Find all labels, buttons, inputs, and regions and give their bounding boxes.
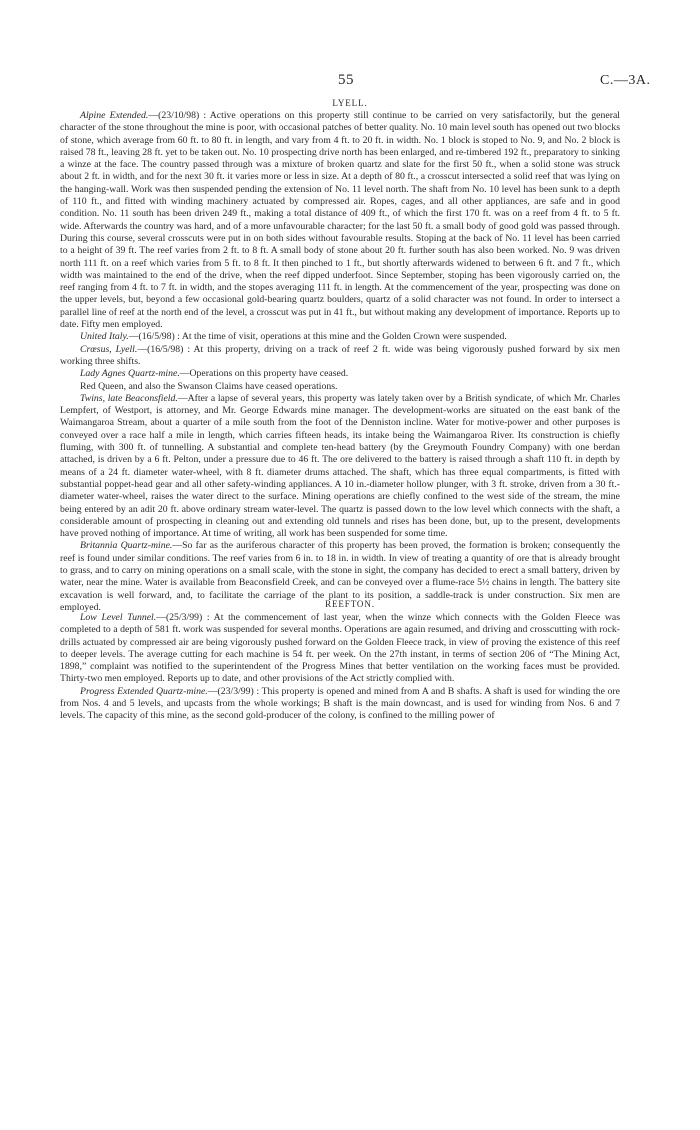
paragraph-title: Lady Agnes Quartz-mine. — [80, 368, 180, 380]
paragraph-lady-agnes — [60, 368, 620, 380]
paragraph-title: Low Level Tunnel. — [80, 612, 157, 623]
paragraph-text: —(23/10/98) : Active operations on this property still continue to be carried on very satisfactorily, but the general character of the stone throughout the mine is poor, with occasional patches of better quality. No. 10 main level south has opened out two blocks of stone, which average from 60 ft. to 80 ft. in length, and vary from 4 ft. to 20 ft. in width. No. 1 block is stoped to No. 9, and No. 2 block is raised 78 ft., leaving 28 ft. yet to be taken out. No. 10 prospecting drive north has been enlarged, and re-timbered 192 ft., preparatory to sinking a winze at the face. The country passed through was a mixture of broken quartz and slate for the first 50 ft., when a solid stone was struck about 2 ft. in width, and for the next 30 ft. it varies more or less in size. At a depth of 80 ft., a crosscut intersected a solid reef that was lying on the hanging-wall. Work was then suspended pending the extension of No. 11 level north. The shaft from No. 10 level has been sunk to a depth of 110 ft., and fitted with winding machinery actuated by compressed air. Ropes, cages, and all other appliances, are safe and in good condition. No. 11 south has been driven 249 ft., making a total distance of 409 ft., of which the first 170 ft. was on a reef from 4 ft. to 5 ft. wide. Afterwards the country was hard, and of a more unfavourable character; for the last 50 ft. a small body of good gold was passed through. During this course, several crosscuts were put in on both sides without favourable results. Stoping at the back of No. 11 level has been carried to a height of 39 ft. The reef varies from 2 ft. to 8 ft. A small body of stone about 20 ft. further south has also been worked. No. 9 was driven north 111 ft. on a reef which varies from 5 ft. to 8 ft. It then pinched to 1 ft., but shortly afterwards widened to between 6 ft. and 7 ft., which width was maintained to the end of the drive, when the reef dipped underfoot. Since September, stoping has been vigorously carried on, the reef ranging from 4 ft. to 7 ft. in width, and the stopes averaging 111 ft. in length. At the commencement of the year, prospecting was done on the upper levels, but, beyond a few occasional gold-bearing quartz boulders, quartz of a solid character was not found. In order to intersect a parallel line of reef at the north end of the level, a crosscut was put in 41 ft., but without making any development of importance. Reports up to date. Fifty men employed. — [60, 110, 621, 331]
paragraph-text: —(23/3/99) : This property is opened and mined from A and B shafts. A shaft is used for winding the ore from Nos. 4 and 5 levels, and upcasts from the whole workings; B shaft is the main downcast, and is used for winding from Nos. 6 and 7 levels. The capacity of this mine, as the second gold-producer of the colony, is confined to the milling power of — [60, 685, 621, 722]
paragraph-croesus-lyell — [60, 344, 620, 369]
paragraph-title: Progress Extended Quartz-mine. — [80, 685, 208, 697]
paragraph-twins — [60, 393, 620, 541]
paragraph-united-italy — [60, 331, 620, 343]
paragraph-title: Britannia Quartz-mine. — [80, 540, 173, 552]
paragraph-text: —(16/5/98) : At the time of visit, operations at this mine and the Golden Crown were suspended. — [128, 331, 507, 343]
section-reefton — [60, 612, 620, 723]
page-number: 55 — [338, 72, 354, 88]
section-heading-lyell: LYELL. — [332, 98, 368, 108]
paragraph-text: —So far as the auriferous character of this property has been proved, the formation is broken; consequently the reef is found under similar conditions. The reef varies from 6 in. to 18 in. in width. In view of treating a quantity of ore that is already brought to grass, and to carry on mining operations on a small scale, with the stone in sight, the company has decided to erect a small battery, driven by water, near the mine. Water is available from Beaconsfield Creek, and can be conveyed over a flume-race 5½ chains in length. The battery site excavation is well forward, and, to facilitate the carriage of the plant to its position, a saddle-track is under construction. Six men are employed. — [60, 540, 620, 613]
paragraph-alpine-extended — [60, 110, 620, 331]
section-lyell — [60, 110, 620, 614]
paragraph-title: Twins, late Beaconsfield. — [80, 392, 178, 404]
paragraph-title: United Italy. — [80, 331, 129, 343]
paragraph-text: —(16/5/98) : At this property, driving on a track of reef 2 ft. wide was being vigorously pushed forward by six men working three shifts. — [60, 343, 620, 367]
paragraph-progress-extended — [60, 686, 620, 723]
document-reference: C.—3A. — [600, 73, 651, 88]
paragraph-text: —Operations on this property have ceased. — [179, 368, 349, 380]
paragraph-text: Red Queen, and also the Swanson Claims have ceased operations. — [80, 380, 338, 392]
paragraph-red-queen — [60, 381, 620, 393]
paragraph-text: —After a lapse of several years, this property was lately taken over by a British syndicate, of which Mr. Charles Lempfert, of Westport, is attorney, and Mr. George Edwards mine manager. The development-works are situated on the east bank of the Waimangaroa Stream, about a quarter of a mile south from the foot of the Denniston incline. Water for motive-power and other purposes is conveyed over a race half a mile in length, which carries fifteen heads, its intake being the Waimangaroa River. Its construction is chiefly fluming, with 300 ft. of tunnelling. A substantial and complete ten-head battery (by the Greymouth Foundry Company) with one berdan attached, is driven by a 6 ft. Pelton, under a pressure due to 46 ft. The ore delivered to the battery is raised through a shaft 110 ft. in depth by means of a 24 ft. diameter water-wheel, with 8 ft. diameter drums attached. The shaft, which has three equal compartments, is fitted with substantial poppet-head gear and all other safety-winding appliances. A 10 in.-diameter hollow plunger, with 3 ft. stroke, driven from a 30 ft.-diameter water-wheel, raises the water direct to the surface. Mining operations are chiefly confined to the west side of the stream, the mine being entered by an adit 20 ft. above ordinary stream water-level. The quartz is passed down to the low level which connects with the shaft, a considerable amount of prospecting in cleaning out and extending old tunnels and rises has been done, but, up to the present, developments have proved nothing of importance. At time of writing, all work has been suspended for some time. — [60, 392, 620, 540]
paragraph-text: —(25/3/99) : At the commencement of last year, when the winze which connects with the Golden Fleece was completed to a depth of 581 ft. work was suspended for several months. Operations are again resumed, and driving and crosscutting with rock-drills actuated by compressed air are being vigorously pushed forward on the Golden Fleece track, in view of proving the existence of this reef to deeper levels. The average cutting for each machine is 54 ft. per week. On the 27th instant, in terms of section 206 of “The Mining Act, 1898,” complaint was notified to the superintendent of the Progress Mines that better ventilation on the working faces must be provided. Thirty-two men employed. Reports up to date, and other provisions of the Act strictly complied with. — [60, 612, 620, 685]
paragraph-title: Crœsus, Lyell. — [80, 343, 138, 355]
paragraph-title: Alpine Extended. — [80, 110, 149, 121]
paragraph-low-level-tunnel — [60, 612, 620, 686]
section-heading-reefton: REEFTON. — [325, 599, 375, 609]
